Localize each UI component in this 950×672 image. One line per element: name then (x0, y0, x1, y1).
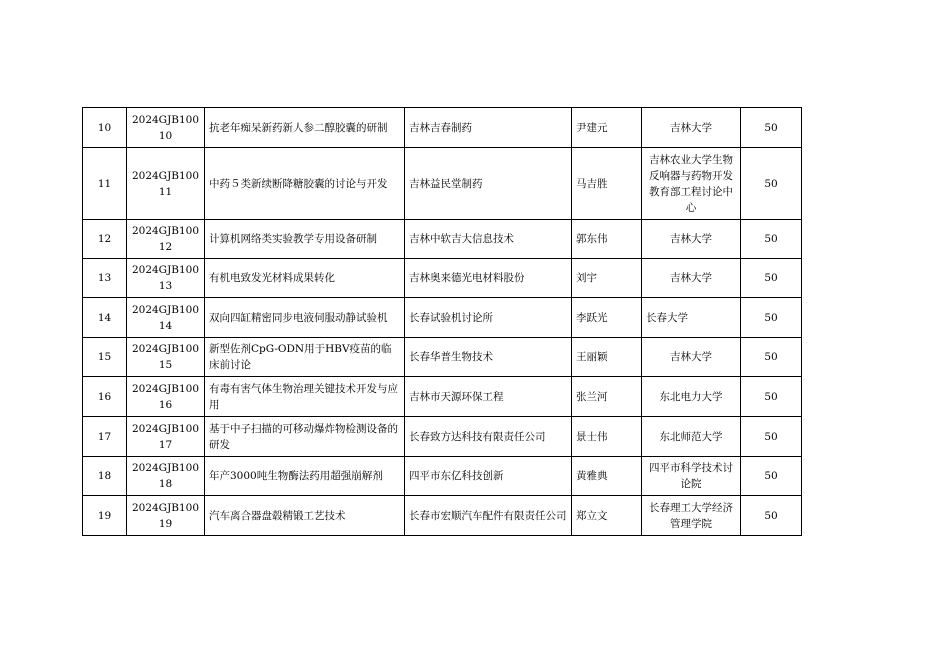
row-number: 19 (83, 496, 127, 536)
funding-amount: 50 (741, 259, 802, 298)
row-number: 10 (83, 108, 127, 148)
project-code: 2024GJB10019 (127, 496, 205, 536)
project-name: 有机电致发光材料成果转化 (205, 259, 405, 298)
funding-amount: 50 (741, 108, 802, 148)
project-leader: 郭东伟 (572, 220, 642, 259)
project-leader: 李跃光 (572, 298, 642, 338)
table-row (83, 338, 802, 377)
lead-unit: 四平市东亿科技创新 (405, 457, 572, 496)
project-code: 2024GJB10016 (127, 377, 205, 417)
lead-unit: 吉林市天源环保工程 (405, 377, 572, 417)
project-code: 2024GJB10010 (127, 108, 205, 148)
partner-unit: 长春大学 (642, 298, 741, 338)
funding-amount: 50 (741, 298, 802, 338)
lead-unit: 长春致方达科技有限责任公司 (405, 417, 572, 457)
table-row (83, 377, 802, 417)
table-row (83, 148, 802, 220)
project-name: 新型佐剂CpG-ODN用于HBV疫苗的临床前讨论 (205, 338, 405, 377)
project-name: 双向四缸精密同步电液伺服动静试验机 (205, 298, 405, 338)
project-name: 有毒有害气体生物治理关键技术开发与应用 (205, 377, 405, 417)
row-number: 17 (83, 417, 127, 457)
project-leader: 王丽颖 (572, 338, 642, 377)
partner-unit: 吉林大学 (642, 259, 741, 298)
project-leader: 郑立文 (572, 496, 642, 536)
funding-amount: 50 (741, 457, 802, 496)
funding-amount: 50 (741, 220, 802, 259)
project-leader: 景士伟 (572, 417, 642, 457)
partner-unit: 吉林大学 (642, 338, 741, 377)
project-name: 抗老年痴呆新药新人参二醇胶囊的研制 (205, 108, 405, 148)
project-code: 2024GJB10013 (127, 259, 205, 298)
table-row (83, 220, 802, 259)
lead-unit: 吉林益民堂制药 (405, 148, 572, 220)
table-row (83, 417, 802, 457)
project-leader: 黄雅典 (572, 457, 642, 496)
table-row (83, 457, 802, 496)
partner-unit: 长春理工大学经济管理学院 (642, 496, 741, 536)
table-row (83, 259, 802, 298)
table-row (83, 298, 802, 338)
project-leader: 尹建元 (572, 108, 642, 148)
lead-unit: 长春试验机讨论所 (405, 298, 572, 338)
row-number: 15 (83, 338, 127, 377)
project-leader: 刘宇 (572, 259, 642, 298)
row-number: 14 (83, 298, 127, 338)
project-code: 2024GJB10014 (127, 298, 205, 338)
table-row (83, 108, 802, 148)
table-row (83, 496, 802, 536)
project-leader: 马吉胜 (572, 148, 642, 220)
funding-amount: 50 (741, 338, 802, 377)
project-name: 汽车离合器盘毂精锻工艺技术 (205, 496, 405, 536)
project-name: 中药５类新续断降糖胶囊的讨论与开发 (205, 148, 405, 220)
project-table (82, 107, 802, 536)
project-name: 计算机网络类实验教学专用设备研制 (205, 220, 405, 259)
row-number: 12 (83, 220, 127, 259)
funding-amount: 50 (741, 496, 802, 536)
funding-amount: 50 (741, 377, 802, 417)
partner-unit: 吉林大学 (642, 220, 741, 259)
lead-unit: 长春市宏顺汽车配件有限责任公司 (405, 496, 572, 536)
project-code: 2024GJB10017 (127, 417, 205, 457)
project-name: 年产3000吨生物酶法药用超强崩解剂 (205, 457, 405, 496)
partner-unit: 东北电力大学 (642, 377, 741, 417)
lead-unit: 长春华普生物技术 (405, 338, 572, 377)
row-number: 13 (83, 259, 127, 298)
funding-amount: 50 (741, 417, 802, 457)
project-leader: 张兰河 (572, 377, 642, 417)
lead-unit: 吉林中软吉大信息技术 (405, 220, 572, 259)
project-name: 基于中子扫描的可移动爆炸物检测设备的研发 (205, 417, 405, 457)
lead-unit: 吉林奥来德光电材料股份 (405, 259, 572, 298)
partner-unit: 吉林农业大学生物反响器与药物开发教育部工程讨论中心 (642, 148, 741, 220)
row-number: 11 (83, 148, 127, 220)
project-code: 2024GJB10011 (127, 148, 205, 220)
partner-unit: 四平市科学技术讨论院 (642, 457, 741, 496)
partner-unit: 吉林大学 (642, 108, 741, 148)
funding-amount: 50 (741, 148, 802, 220)
project-code: 2024GJB10015 (127, 338, 205, 377)
partner-unit: 东北师范大学 (642, 417, 741, 457)
project-code: 2024GJB10012 (127, 220, 205, 259)
row-number: 16 (83, 377, 127, 417)
row-number: 18 (83, 457, 127, 496)
project-code: 2024GJB10018 (127, 457, 205, 496)
lead-unit: 吉林吉春制药 (405, 108, 572, 148)
